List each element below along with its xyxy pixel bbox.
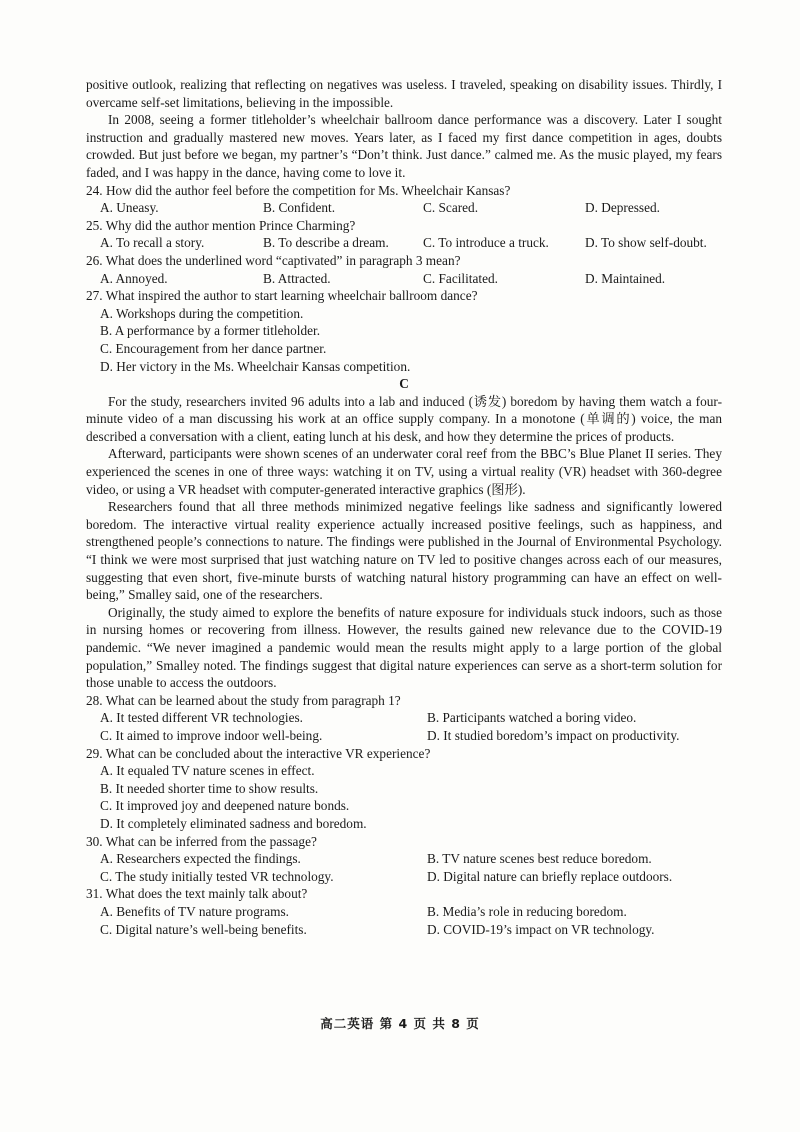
section-heading: C	[399, 376, 409, 392]
option-text: A. Workshops during the competition.	[100, 305, 304, 321]
passage-c-paragraph: For the study, researchers invited 96 adults into a lab and induced (诱发) boredom by having them watch a four-minute video of a man discussing his work at an office supply company. In a monotone (单调的) voice, the man described a conversation with a client, eating lunch at his desk, and how they determine the prices of products.	[86, 393, 722, 444]
question-stem: 30. What can be inferred from the passage?	[86, 833, 317, 849]
option-text: C. The study initially tested VR technology.	[100, 868, 334, 884]
option-text: C. It aimed to improve indoor well-being.	[100, 727, 323, 743]
option-text: D. It studied boredom’s impact on productivity.	[427, 727, 680, 743]
option-text: D. Maintained.	[585, 270, 666, 286]
question-options	[86, 234, 722, 252]
passage-b-paragraph: In 2008, seeing a former titleholder’s wheelchair ballroom dance performance was a discovery. Later I sought instruction and gradually mastered new moves. Years later, as I faced my first dance competition in ages, doubts crowded. But just before we began, my partner’s “Don’t think. Just dance.” calmed me. As the music played, my fears faded, and I was happy in the dance, having come to love it.	[86, 112, 722, 180]
question-stem: 29. What can be concluded about the interactive VR experience?	[86, 745, 431, 761]
option-text: A. To recall a story.	[100, 235, 205, 251]
option-text: B. Confident.	[263, 200, 336, 216]
option-text: C. Digital nature’s well-being benefits.	[100, 921, 307, 937]
option-text: C. It improved joy and deepened nature bonds.	[100, 798, 350, 814]
question-stem: 28. What can be learned about the study from paragraph 1?	[86, 692, 401, 708]
option-text: D. It completely eliminated sadness and boredom.	[100, 815, 367, 831]
question-options	[86, 709, 722, 744]
question-stem: 24. How did the author feel before the competition for Ms. Wheelchair Kansas?	[86, 182, 511, 198]
option-text: A. Benefits of TV nature programs.	[100, 903, 289, 919]
question-options	[86, 199, 722, 217]
option-text: D. COVID-19’s impact on VR technology.	[427, 921, 655, 937]
option-text: A. It tested different VR technologies.	[100, 710, 303, 726]
page-footer: 高二英语 第 4 页 共 8 页	[320, 1016, 480, 1031]
option-text: D. Her victory in the Ms. Wheelchair Kansas competition.	[100, 358, 411, 374]
option-text: D. To show self-doubt.	[585, 235, 707, 251]
option-text: A. It equaled TV nature scenes in effect.	[100, 763, 315, 779]
option-text: B. To describe a dream.	[263, 235, 389, 251]
option-text: B. Participants watched a boring video.	[427, 710, 637, 726]
option-text: D. Depressed.	[585, 200, 660, 216]
option-text: B. A performance by a former titleholder.	[100, 323, 321, 339]
option-text: B. Media’s role in reducing boredom.	[427, 903, 627, 919]
question-options	[86, 903, 722, 938]
option-text: D. Digital nature can briefly replace outdoors.	[427, 868, 673, 884]
option-text: C. Encouragement from her dance partner.	[100, 340, 327, 356]
passage-c-paragraph: Afterward, participants were shown scenes of an underwater coral reef from the BBC’s Blue Planet II series. They experienced the scenes in one of three ways: watching it on TV, using a virtual reality (VR) headset with 360-degree video, or using a VR headset with computer-generated interactive graphics (图形).	[86, 446, 722, 497]
option-text: C. To introduce a truck.	[423, 235, 549, 251]
question-options	[86, 270, 722, 288]
option-text: A. Annoyed.	[100, 270, 168, 286]
option-text: B. It needed shorter time to show results.	[100, 780, 319, 796]
passage-b-paragraph: positive outlook, realizing that reflecting on negatives was useless. I traveled, speaking on disability issues. Thirdly, I overcame self-set limitations, believing in the impossible.	[86, 77, 722, 110]
option-text: C. Facilitated.	[423, 270, 498, 286]
question-stem: 27. What inspired the author to start learning wheelchair ballroom dance?	[86, 288, 478, 304]
page-content	[86, 76, 722, 938]
option-text: B. TV nature scenes best reduce boredom.	[427, 851, 652, 867]
question-options	[86, 850, 722, 885]
passage-c-paragraph: Researchers found that all three methods minimized negative feelings like sadness and significantly lowered boredom. The interactive virtual reality experience actually increased positive feelings, such as happiness, and strengthened people’s connections to nature. The findings were published in the Journal of Environmental Psychology. “I think we were most surprised that just watching nature on TV led to positive changes across each of our measures, suggesting that even short, five-minute bursts of watching natural history programming can have an effect on well-being,” Smalley said, one of the researchers.	[86, 499, 722, 603]
option-text: B. Attracted.	[263, 270, 331, 286]
question-stem: 31. What does the text mainly talk about?	[86, 886, 308, 902]
question-stem: 25. Why did the author mention Prince Charming?	[86, 217, 356, 233]
option-text: A. Researchers expected the findings.	[100, 851, 301, 867]
option-text: A. Uneasy.	[100, 200, 159, 216]
question-stem: 26. What does the underlined word “captivated” in paragraph 3 mean?	[86, 252, 461, 268]
passage-c-paragraph: Originally, the study aimed to explore the benefits of nature exposure for individuals stuck indoors, such as those in nursing homes or recovering from illness. However, the results gained new relevance due to the COVID-19 pandemic. “We never imagined a pandemic would mean the results might apply to a large portion of the global population,” Smalley noted. The findings suggest that digital nature experiences can serve as a short-term solution for those unable to access the outdoors.	[86, 604, 722, 691]
option-text: C. Scared.	[423, 200, 479, 216]
